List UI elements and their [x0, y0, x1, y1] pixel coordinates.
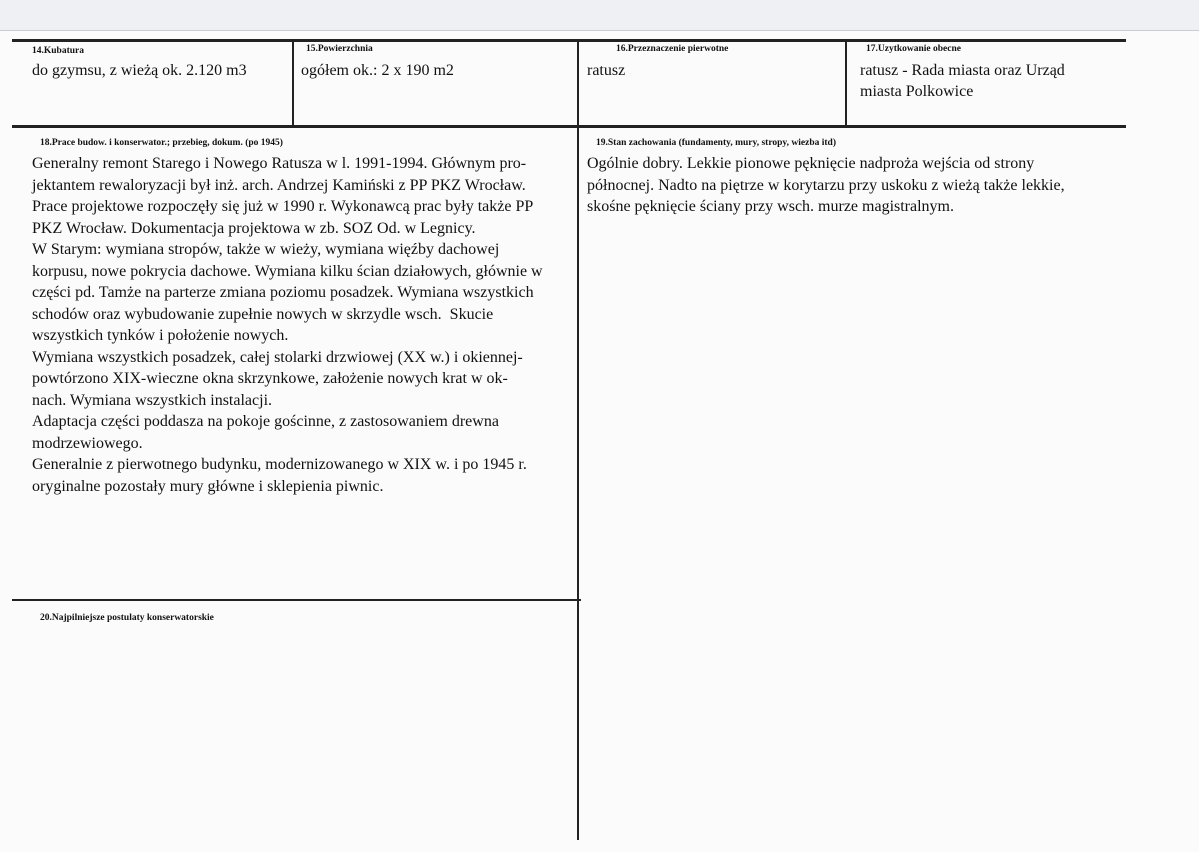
field-value-line: miasta Polkowice: [860, 83, 974, 100]
field-value-line: Adaptacja części poddasza na pokoje gościnne, z zastosowaniem drewna: [32, 413, 499, 430]
field-value-line: nach. Wymiana wszystkich instalacji.: [32, 391, 273, 409]
field-label: 19.Stan zachowania (fundamenty, mury, stropy, wiezba itd): [596, 138, 836, 148]
field-label: 18.Prace budow. i konserwator.; przebieg, dokum. (po 1945): [40, 138, 283, 148]
field-value-line: Prace projektowe rozpoczęły się już w 1990 r. Wykonawcą prac były także PP: [32, 198, 534, 215]
field-value-line: korpusu, nowe pokrycia dachowe. Wymiana kilku ścian działowych, głównie w: [32, 262, 543, 280]
field-value-line: schodów oraz wybudowanie zupełnie nowych w skrzydle wsch. Skucie: [32, 305, 494, 323]
divider-center: [577, 40, 579, 840]
field-value-line: ratusz - Rada miasta oraz Urząd: [860, 62, 1065, 79]
field-label: 17.Uzytkowanie obecne: [866, 44, 961, 54]
field-value-line: Generalny remont Starego i Nowego Ratusza w l. 1991-1994. Głównym pro-: [32, 155, 527, 172]
field-value-line: jektantem rewaloryzacji był inż. arch. Andrzej Kamiński z PP PKZ Wrocław.: [32, 176, 526, 194]
field-value-line: powtórzono XIX-wieczne okna skrzynkowe, założenie nowych krat w ok-: [32, 370, 508, 387]
scan-top-strip: [0, 0, 1199, 31]
field-value-line: skośne pęknięcie ściany przy wsch. murze magistralnym.: [587, 198, 954, 215]
field-value-line: W Starym: wymiana stropów, także w wieży, wymiana więźby dachowej: [32, 241, 500, 258]
field-value: ogółem ok.: 2 x 190 m2: [301, 62, 454, 79]
field-value-line: wszystkich tynków i położenie nowych.: [32, 327, 289, 344]
divider-16-17: [845, 40, 847, 127]
field-value-line: części pd. Tamże na parterze zmiana poziomu posadzek. Wymiana wszystkich: [32, 284, 534, 301]
field-value-line: PKZ Wrocław. Dokumentacja projektowa w zb. SOZ Od. w Legnicy.: [32, 219, 476, 237]
field-value-line: modrzewiowego.: [32, 434, 143, 452]
divider-14-15: [292, 40, 294, 127]
field-value-line: Ogólnie dobry. Lekkie pionowe pęknięcie nadproża wejścia od strony: [587, 155, 1035, 172]
field-value: ratusz: [587, 62, 626, 79]
field-value: do gzymsu, z wieżą ok. 2.120 m3: [32, 62, 247, 79]
field-value-line: Generalnie z pierwotnego budynku, modernizowanego w XIX w. i po 1945 r.: [32, 456, 527, 473]
rule-section-20: [12, 599, 581, 601]
field-label: 15.Powierzchnia: [306, 44, 373, 54]
field-value-line: północnej. Nadto na piętrze w korytarzu przy uskoku z wieżą także lekkie,: [587, 176, 1065, 194]
rule-middle: [12, 125, 1126, 128]
rule-top: [12, 39, 1126, 42]
field-value-line: Wymiana wszystkich posadzek, całej stolarki drzwiowej (XX w.) i okiennej-: [32, 348, 523, 366]
field-label: 16.Przeznaczenie pierwotne: [616, 44, 729, 54]
field-label: 14.Kubatura: [32, 46, 84, 56]
field-value-line: oryginalne pozostały mury główne i sklepienia piwnic.: [32, 477, 384, 495]
field-label: 20.Najpilniejsze postulaty konserwatorskie: [40, 613, 214, 623]
